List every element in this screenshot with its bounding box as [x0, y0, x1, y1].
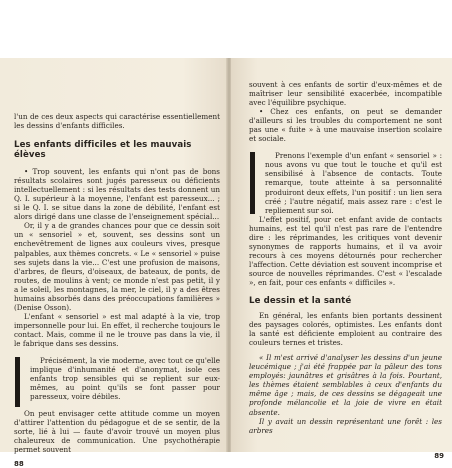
page-number-left: 88 [14, 460, 24, 468]
right-paragraph-3: L'effet positif, pour cet enfant avide de contacts humains, est tel qu'il n'est pas rare de l'entendre dire : les réprimandes, les critiques vont devenir synonymes de rapports humains, et il va avoir recours à ces moyens détournés pour rechercher l'affection. Cette déviation est souvent incomprise et source de nouvelles réprimandes. C'est « l'escalade », en fait, pour ces enfants « difficiles ». [249, 214, 442, 287]
section-heading-drawing-health: Le dessin et la santé [249, 296, 352, 307]
left-paragraph-3: L'enfant « sensoriel » est mal adapté à la vie, trop impersonnelle pour lui. En effet, il recherche toujours le contact. Mais, comme il ne le trouve pas dans la vie, il le fabrique dans ses dessins. [14, 311, 220, 348]
left-callout [14, 356, 220, 401]
callout-bar [250, 152, 255, 214]
page-number-right: 89 [434, 452, 444, 460]
section-heading-difficult-children: Les enfants difficiles et les mauvais élèves [14, 140, 192, 161]
right-quote-text: « Il m'est arrivé d'analyser les dessins d'un jeune leucémique ; j'ai été frappée par la pâleur des tons employés: jaunâtres et grisâtres à la fois. Pourtant, les thèmes étaient semblables à ceux d'enfants du même âge ; mais, de ces dessins se dégageait une profonde mélancolie et la joie de vivre en était absente. [249, 353, 442, 417]
right-paragraph-4: En général, les enfants bien portants dessinent des paysages colorés, optimistes. Les enfants dont la santé est déficiente emploient au contraire des couleurs ternes et tristes. [249, 311, 442, 348]
left-paragraph-1: • Trop souvent, les enfants qui n'ont pas de bons résultats scolaires sont jugés paresseux ou déficients intellectuellement : si les résultats des tests donnent un Q. I. supérieur à la moyenne, l'enfant est paresseux... ; si le Q. I. se situe dans la zone de débilité, l'enfant est alors dirigé dans une classe de l'enseignement spécial... [14, 167, 220, 222]
right-quote [249, 353, 442, 434]
left-paragraph-4: On peut envisager cette attitude comme un moyen d'attirer l'attention du pédagogue et de se sentir, de la sorte, lié à lui — faute d'avoir trouvé un moyen plus chaleureux de communication. Une psychothérapie permet souvent [14, 409, 220, 455]
right-callout [249, 151, 442, 214]
left-intro-paragraph: l'un de ces deux aspects qui caractérise essentiellement les dessins d'enfants difficiles. [14, 112, 220, 131]
right-paragraph-1: souvent à ces enfants de sortir d'eux-mêmes et de maîtriser leur sensibilité exacerbée, incompatible avec l'équilibre psychique. [249, 80, 442, 108]
callout-bar [15, 357, 20, 407]
right-callout-text: Prenons l'exemple d'un enfant « sensoriel » : nous avons vu que tout le touche et qu'il est sensibilisé à l'absence de contacts. Toute remarque, toute atteinte à sa personnalité produiront deux effets, l'un positif : un lien sera créé ; l'autre négatif, mais assez rare : c'est le repliement sur soi. [265, 151, 442, 215]
left-callout-text: Précisément, la vie moderne, avec tout ce qu'elle implique d'inhumanité et d'anonymat, isole ces enfants trop sensibles qui se replient sur eux-mêmes, au point qu'ils se font passer pour paresseux, voire débiles. [30, 356, 220, 402]
right-page [231, 58, 452, 460]
right-quote-continued: Il y avait un dessin représentant une forêt : les arbres [249, 416, 442, 435]
left-page [0, 58, 228, 468]
right-paragraph-2: • Chez ces enfants, on peut se demander d'ailleurs si les troubles du comportement ne sont pas une « fuite » à une mauvaise insertion scolaire et sociale. [249, 107, 442, 144]
left-paragraph-2: Or, il y a de grandes chances pour que ce dessin soit un « sensoriel » et, souvent, ses dessins sont un enchevêtrement de lignes aux couleurs vives, presque palpables, aux thèmes concrets. « Le « sensoriel » puise ses sujets dans la vie... C'est une profusion de maisons, d'arbres, de fleurs, d'oiseaux, de bateaux, de ponts, de routes, de moulins à vent; ce monde n'est pas petit, il y a le soleil, les montagnes, la mer, le ciel, il y a des êtres humains absorbés dans des préoccupations familières » (Denise Osson). [14, 221, 220, 312]
